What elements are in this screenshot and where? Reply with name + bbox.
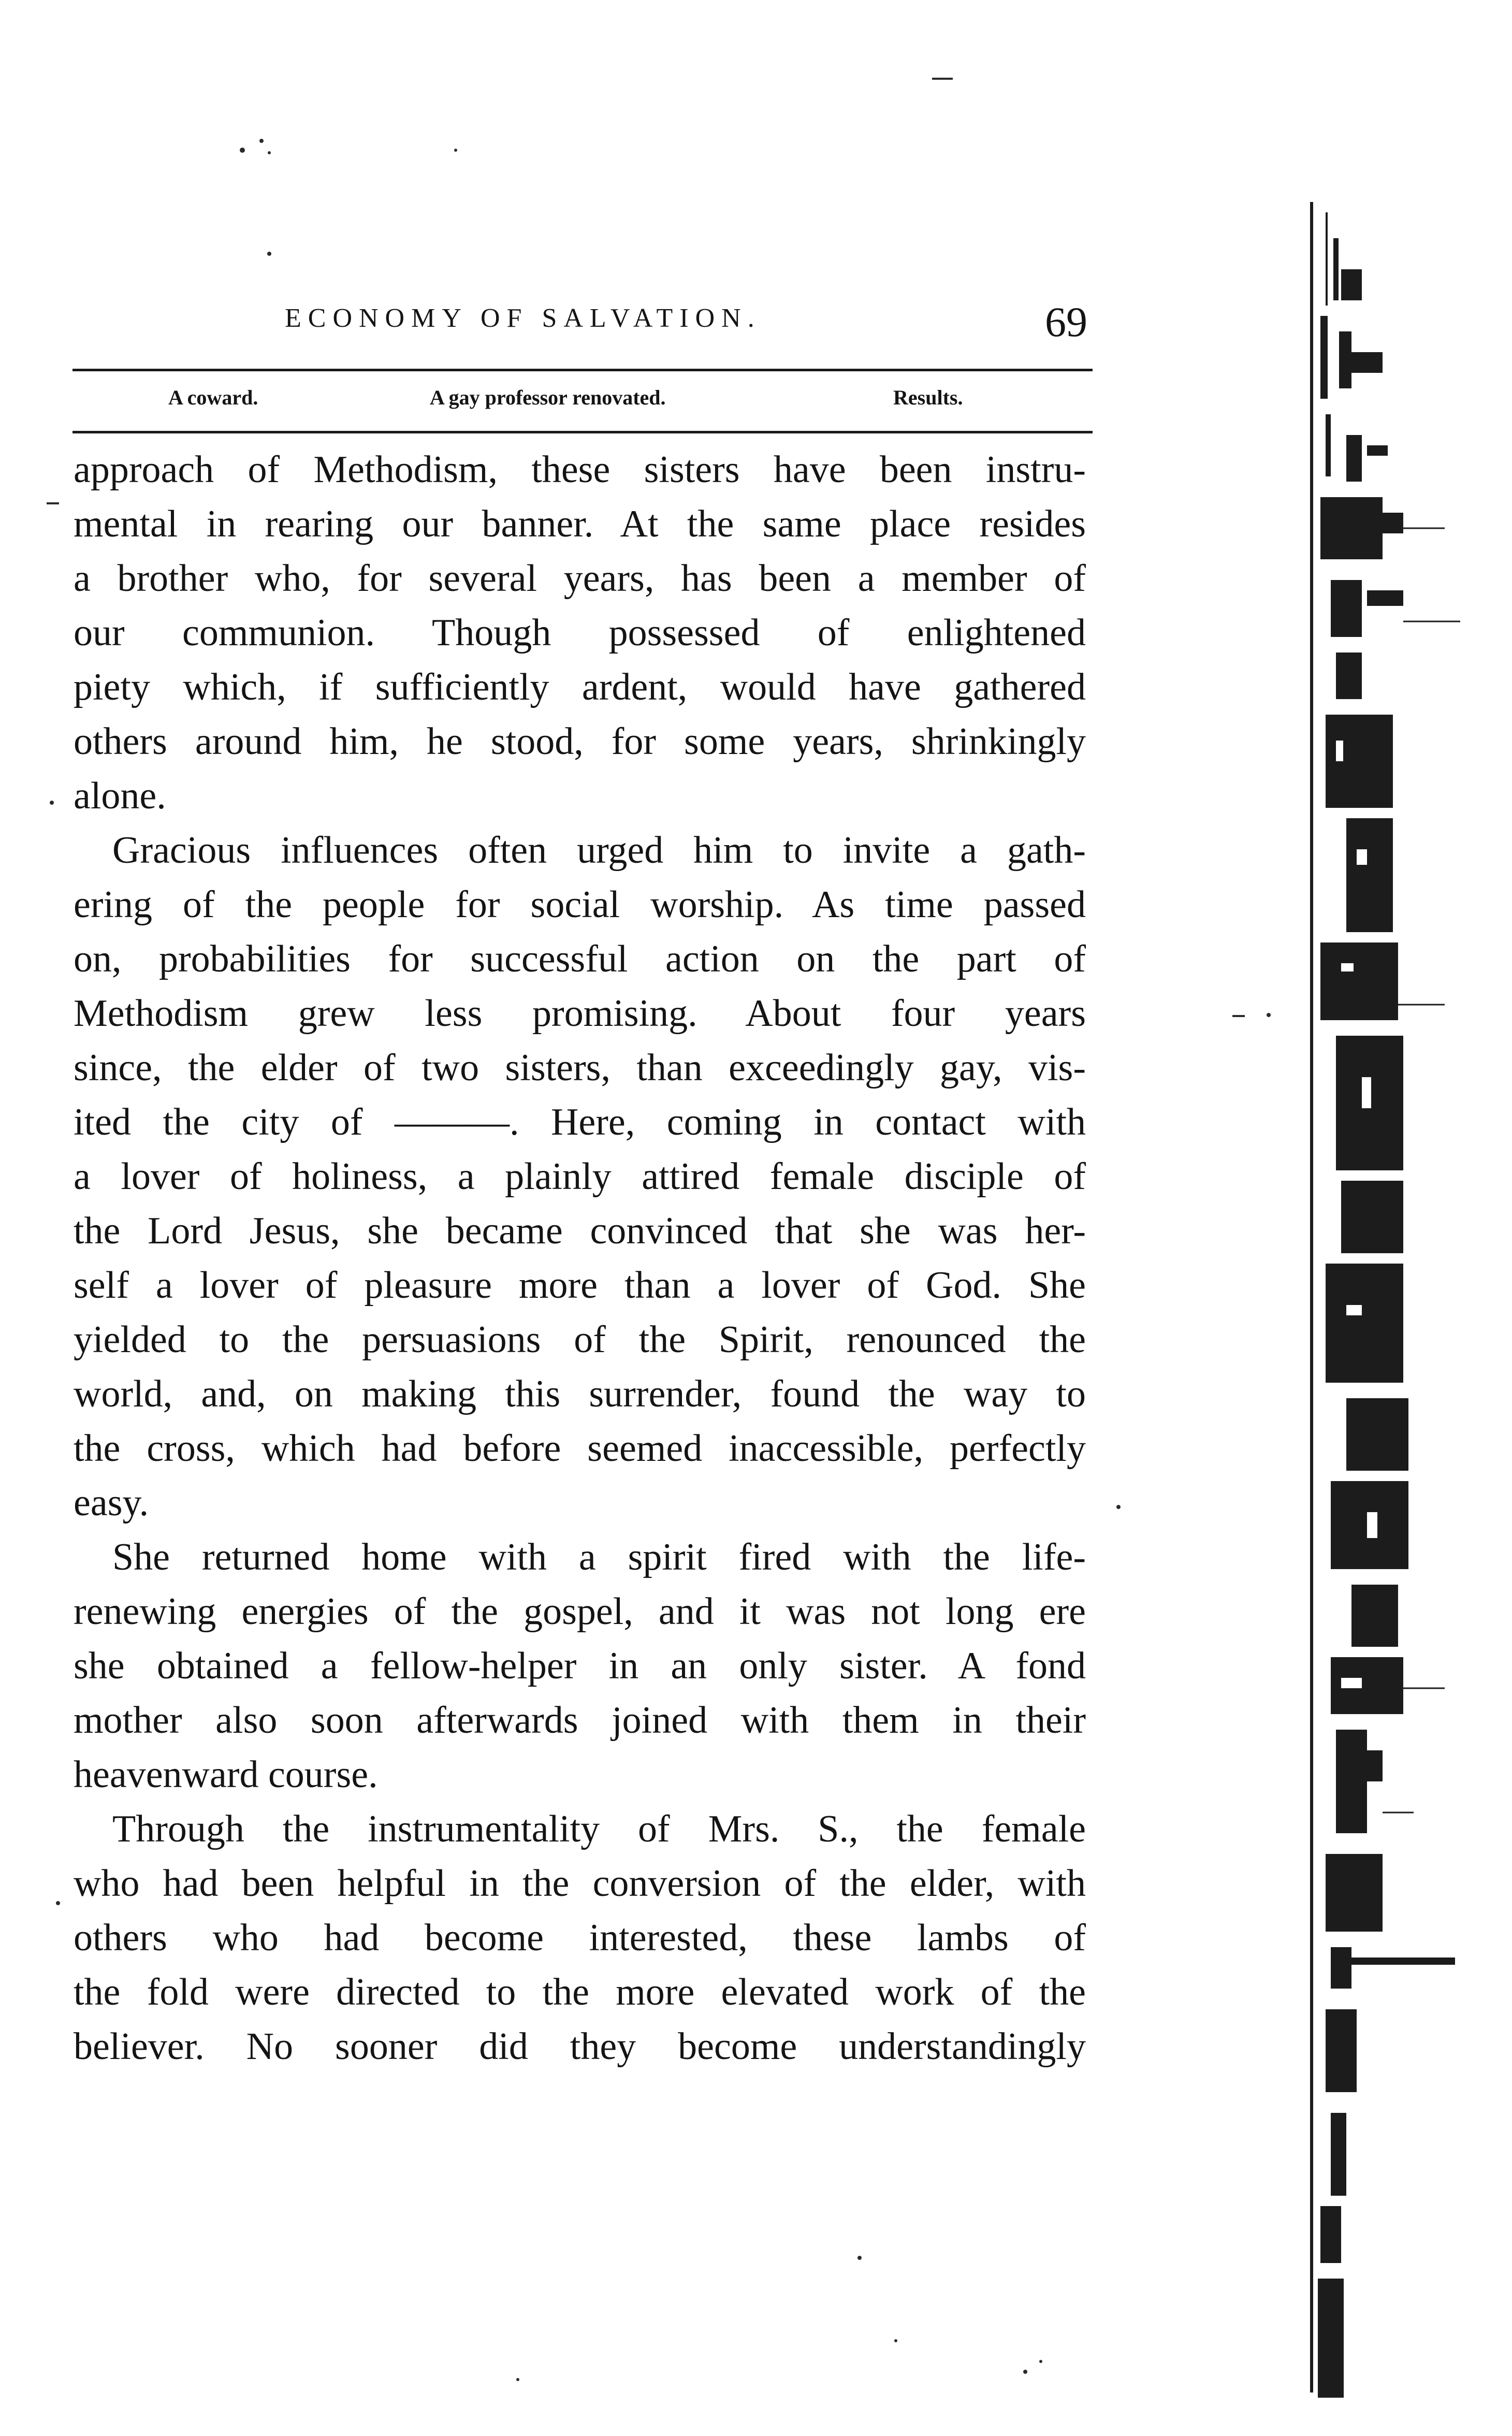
text-line: she obtained a fellow-helper in an only sister. A fond	[74, 1645, 1086, 1687]
text-line: world, and, on making this surrender, found the way to	[74, 1373, 1086, 1415]
text-line: Through the instrumentality of Mrs. S., the female	[112, 1808, 1086, 1850]
text-line: believer. No sooner did they become understandingly	[74, 2025, 1086, 2068]
text-line: easy.	[74, 1482, 149, 1524]
text-line: Gracious influences often urged him to invite a gath-	[112, 829, 1086, 872]
text-line: piety which, if sufficiently ardent, would have gathered	[74, 666, 1086, 708]
text-line: Methodism grew less promising. About four years	[74, 992, 1086, 1035]
text-line: others who had become interested, these lambs of	[74, 1917, 1086, 1959]
text-line: the Lord Jesus, she became convinced that she was her-	[74, 1210, 1086, 1252]
text-line: since, the elder of two sisters, than exceedingly gay, vis-	[74, 1047, 1086, 1089]
text-line: on, probabilities for successful action on the part of	[74, 938, 1086, 980]
header-rule-top	[72, 369, 1093, 371]
text-line: a brother who, for several years, has been a member of	[74, 557, 1086, 600]
running-head	[72, 298, 1093, 355]
text-line: the fold were directed to the more elevated work of the	[74, 1971, 1086, 2013]
running-title: ECONOMY OF SALVATION.	[285, 303, 761, 333]
text-line: mother also soon afterwards joined with them in their	[74, 1699, 1086, 1742]
text-line: the cross, which had before seemed inaccessible, perfectly	[74, 1427, 1086, 1470]
text-line: She returned home with a spirit fired with the life-	[112, 1536, 1086, 1578]
side-heading-gay-professor: A gay professor renovated.	[430, 386, 666, 409]
paragraph	[74, 1802, 1086, 2074]
header-rule-bottom	[72, 431, 1093, 433]
page-edge-texture	[1289, 197, 1460, 2403]
text-line: our communion. Though possessed of enlightened	[74, 612, 1086, 654]
text-line: self a lover of pleasure more than a lover of God. She	[74, 1264, 1086, 1307]
text-line: alone.	[74, 775, 166, 817]
paragraph	[74, 443, 1086, 823]
text-line: heavenward course.	[74, 1753, 378, 1796]
body-text	[74, 443, 1086, 2074]
text-line: others around him, he stood, for some years, shrinkingly	[74, 720, 1086, 763]
side-headings	[72, 385, 1093, 422]
side-heading-results: Results.	[893, 386, 963, 409]
text-line: yielded to the persuasions of the Spirit, renounced the	[74, 1318, 1086, 1361]
text-line: ering of the people for social worship. As time passed	[74, 883, 1086, 926]
paragraph	[74, 823, 1086, 1530]
text-line: ited the city of ———. Here, coming in contact with	[74, 1101, 1086, 1143]
text-line: who had been helpful in the conversion of the elder, with	[74, 1862, 1086, 1905]
page-number: 69	[1045, 298, 1087, 345]
text-line: a lover of holiness, a plainly attired female disciple of	[74, 1155, 1086, 1198]
scanned-page-edge	[1289, 197, 1460, 2403]
side-heading-coward: A coward.	[168, 386, 258, 409]
text-line: approach of Methodism, these sisters have been instru-	[74, 448, 1086, 491]
text-line: mental in rearing our banner. At the same place resides	[74, 503, 1086, 545]
paragraph	[74, 1530, 1086, 1802]
text-line: renewing energies of the gospel, and it was not long ere	[74, 1590, 1086, 1633]
